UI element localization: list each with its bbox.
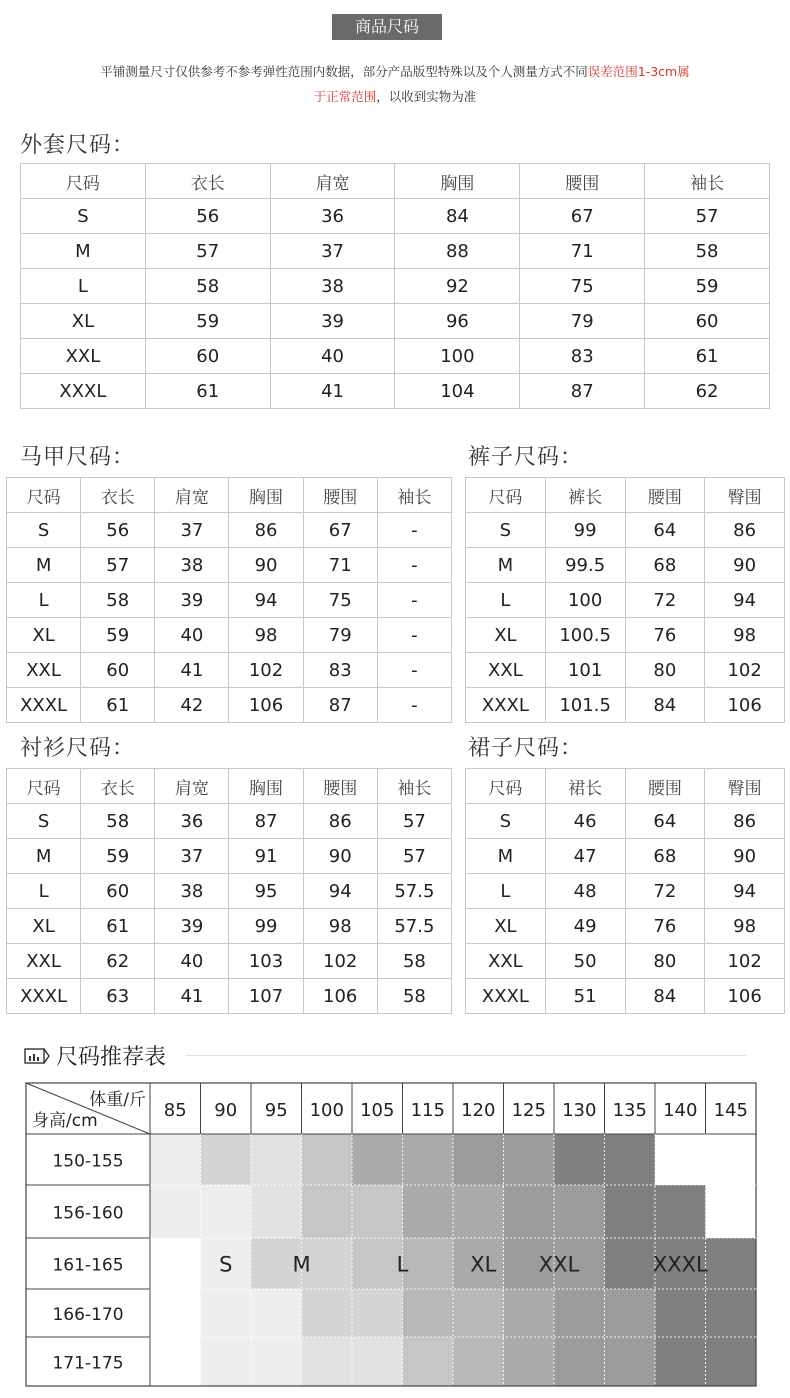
table-cell: 99.5 [545,548,625,583]
table-cell: 42 [155,688,229,723]
column-header: 衣长 [81,478,155,513]
table-cell: 37 [270,234,395,269]
table-cell: 98 [303,909,377,944]
grid-cell [150,1238,201,1290]
vest-size-title: 马甲尺码： [20,445,136,470]
table-cell: 59 [645,269,770,304]
table-cell: S [466,513,546,548]
table-cell: 86 [229,513,303,548]
grid-cell [251,1337,302,1387]
grid-cell [403,1134,454,1186]
table-cell: 59 [81,839,155,874]
table-cell: 58 [81,804,155,839]
table-cell: 102 [229,653,303,688]
weight-tick-label: 105 [360,1100,395,1121]
grid-cell [554,1289,605,1338]
table-cell: 57.5 [377,874,451,909]
table-cell: 56 [81,513,155,548]
table-cell: 91 [229,839,303,874]
table-cell: 68 [625,839,705,874]
table-cell: XL [466,909,546,944]
table-cell: 98 [705,618,785,653]
table-cell: 57 [81,548,155,583]
table-cell: 106 [229,688,303,723]
grid-cell [504,1337,555,1387]
grid-cell [706,1238,757,1290]
table-cell: 60 [145,339,270,374]
grid-cell [655,1337,706,1387]
grid-cell [201,1289,252,1338]
table-cell: XXL [466,944,546,979]
table-cell: 102 [705,944,785,979]
table-cell: 36 [155,804,229,839]
table-cell: - [377,513,451,548]
table-cell: 46 [545,804,625,839]
table-cell: 72 [625,874,705,909]
table-cell: 58 [645,234,770,269]
grid-cell [453,1185,504,1239]
table-cell: 36 [270,199,395,234]
column-header: 胸围 [229,769,303,804]
grid-cell [352,1289,403,1338]
table-cell: 58 [145,269,270,304]
table-cell: - [377,618,451,653]
grid-cell [706,1337,757,1387]
grid-cell [251,1289,302,1338]
column-header: 袖长 [377,478,451,513]
grid-cell [352,1337,403,1387]
table-cell: 41 [155,979,229,1014]
table-cell: XXL [466,653,546,688]
weight-tick-label: 135 [612,1100,647,1121]
table-cell: M [7,839,81,874]
table-cell: 92 [395,269,520,304]
table-cell: 75 [303,583,377,618]
table-cell: 59 [145,304,270,339]
table-cell: 61 [145,374,270,409]
table-cell: 49 [545,909,625,944]
table-cell: 56 [145,199,270,234]
table-cell: 76 [625,618,705,653]
table-cell: 62 [645,374,770,409]
grid-cell [453,1337,504,1387]
height-axis-label: 身高/cm [32,1111,98,1131]
column-header: 腰围 [625,478,705,513]
table-cell: 48 [545,874,625,909]
table-cell: 40 [155,618,229,653]
table-cell: 38 [155,874,229,909]
table-cell: 71 [303,548,377,583]
grid-cell [403,1185,454,1239]
column-header: 腰围 [625,769,705,804]
table-cell: XXL [7,944,81,979]
table-cell: XL [7,909,81,944]
table-cell: 83 [303,653,377,688]
table-cell: 64 [625,804,705,839]
table-cell: L [466,874,546,909]
column-header: 衣长 [81,769,155,804]
table-cell: 101.5 [545,688,625,723]
weight-tick-label: 120 [461,1100,496,1121]
pants-size-title: 裤子尺码： [468,445,584,470]
table-cell: 87 [303,688,377,723]
table-cell: 84 [625,688,705,723]
column-header: 胸围 [229,478,303,513]
height-row-label: 166-170 [52,1305,124,1325]
table-cell: L [7,583,81,618]
table-cell: XL [466,618,546,653]
size-label: L [396,1252,409,1277]
weight-tick-label: 140 [663,1100,698,1121]
table-cell: 87 [229,804,303,839]
table-cell: 90 [705,548,785,583]
table-cell: 90 [229,548,303,583]
table-cell: 61 [81,688,155,723]
table-cell: 104 [395,374,520,409]
table-cell: 79 [303,618,377,653]
grid-cell [302,1289,353,1338]
weight-tick-label: 130 [562,1100,597,1121]
table-cell: 68 [625,548,705,583]
table-cell: 59 [81,618,155,653]
table-cell: 57 [645,199,770,234]
grid-cell [655,1185,706,1239]
table-cell: 88 [395,234,520,269]
grid-cell [150,1134,201,1186]
table-cell: 99 [545,513,625,548]
column-header: 腰围 [520,164,645,199]
grid-cell [554,1337,605,1387]
notice-red-text: 于正常范围 [313,89,377,104]
table-cell: 57 [145,234,270,269]
column-header: 肩宽 [155,769,229,804]
table-cell: 60 [81,874,155,909]
grid-cell [352,1238,403,1290]
table-cell: 86 [705,513,785,548]
grid-cell [201,1134,252,1186]
column-header: 臀围 [705,769,785,804]
size-label: XXL [538,1252,580,1277]
table-cell: - [377,583,451,618]
coat-size-title: 外套尺码： [20,133,136,158]
weight-axis-label: 体重/斤 [89,1090,146,1110]
column-header: 腰围 [303,769,377,804]
grid-cell [453,1134,504,1186]
table-cell: 94 [705,874,785,909]
grid-cell [605,1289,656,1338]
table-cell: 40 [270,339,395,374]
table-cell: 57.5 [377,909,451,944]
height-row-label: 171-175 [52,1353,124,1374]
grid-cell [655,1289,706,1338]
table-cell: 79 [520,304,645,339]
grid-cell [605,1238,656,1290]
size-label: XL [470,1252,497,1277]
table-cell: L [7,874,81,909]
height-row-label: 156-160 [52,1203,124,1224]
table-cell: 87 [520,374,645,409]
table-cell: 95 [229,874,303,909]
column-header: 胸围 [395,164,520,199]
table-cell: 38 [270,269,395,304]
grid-cell [554,1185,605,1239]
table-cell: L [21,269,146,304]
table-cell: 90 [705,839,785,874]
grid-cell [403,1337,454,1387]
table-cell: XL [21,304,146,339]
table-cell: 37 [155,839,229,874]
grid-cell [352,1134,403,1186]
table-cell: L [466,583,546,618]
table-cell: M [466,548,546,583]
table-cell: 58 [81,583,155,618]
table-cell: 61 [645,339,770,374]
table-cell: 38 [155,548,229,583]
table-cell: 107 [229,979,303,1014]
weight-tick-label: 95 [264,1100,288,1121]
table-cell: 103 [229,944,303,979]
grid-cell [655,1134,706,1186]
grid-cell [251,1185,302,1239]
table-cell: 99 [229,909,303,944]
column-header: 尺码 [466,769,546,804]
table-cell: 41 [155,653,229,688]
page-title-badge: 商品尺码 [332,14,442,40]
table-cell: S [466,804,546,839]
grid-cell [504,1289,555,1338]
notice-text: ，以收到实物为准 [376,89,477,104]
table-cell: 58 [377,944,451,979]
grid-cell [706,1185,757,1239]
table-cell: 67 [520,199,645,234]
column-header: 衣长 [145,164,270,199]
table-cell: 62 [81,944,155,979]
size-label: XXXL [652,1252,708,1277]
table-cell: 64 [625,513,705,548]
table-cell: XXXL [21,374,146,409]
table-cell: 106 [705,688,785,723]
table-cell: XXXL [7,688,81,723]
table-cell: 67 [303,513,377,548]
grid-cell [302,1134,353,1186]
notice-red-text: 误差范围1-3cm属 [587,64,690,79]
table-cell: 106 [303,979,377,1014]
table-cell: 72 [625,583,705,618]
grid-cell [504,1185,555,1239]
table-cell: - [377,548,451,583]
grid-cell [150,1185,201,1239]
table-cell: 39 [270,304,395,339]
weight-tick-label: 100 [309,1100,344,1121]
recommend-title: 尺码推荐表 [56,1045,167,1070]
column-header: 裤长 [545,478,625,513]
grid-cell [554,1134,605,1186]
skirt-size-title: 裙子尺码： [468,736,584,761]
table-cell: 102 [303,944,377,979]
table-cell: S [7,513,81,548]
grid-cell [251,1134,302,1186]
height-row-label: 161-165 [52,1255,124,1276]
grid-cell [605,1337,656,1387]
table-cell: 94 [705,583,785,618]
table-cell: 80 [625,944,705,979]
table-cell: 100.5 [545,618,625,653]
grid-cell [201,1337,252,1387]
column-header: 袖长 [645,164,770,199]
table-cell: 90 [303,839,377,874]
table-cell: 37 [155,513,229,548]
table-cell: 98 [229,618,303,653]
table-cell: XXXL [466,688,546,723]
grid-cell [403,1238,454,1290]
grid-cell [504,1134,555,1186]
weight-tick-label: 90 [214,1100,238,1121]
grid-cell [302,1185,353,1239]
table-cell: 39 [155,909,229,944]
table-cell: XXXL [7,979,81,1014]
height-row-label: 150-155 [52,1151,124,1172]
grid-cell [352,1185,403,1239]
column-header: 尺码 [7,769,81,804]
table-cell: 98 [705,909,785,944]
column-header: 尺码 [7,478,81,513]
table-cell: 60 [645,304,770,339]
table-cell: 84 [395,199,520,234]
grid-cell [706,1134,757,1186]
table-cell: S [7,804,81,839]
column-header: 腰围 [303,478,377,513]
table-cell: XXXL [466,979,546,1014]
grid-cell [302,1337,353,1387]
table-cell: 40 [155,944,229,979]
table-cell: 71 [520,234,645,269]
table-cell: 57 [377,804,451,839]
table-cell: 75 [520,269,645,304]
size-label: S [219,1252,233,1277]
size-label: M [292,1252,311,1277]
table-cell: 96 [395,304,520,339]
table-cell: M [21,234,146,269]
grid-cell [403,1289,454,1338]
table-cell: 41 [270,374,395,409]
table-cell: - [377,653,451,688]
column-header: 肩宽 [155,478,229,513]
table-cell: 58 [377,979,451,1014]
table-cell: 83 [520,339,645,374]
table-cell: 84 [625,979,705,1014]
grid-cell [201,1185,252,1239]
table-cell: 60 [81,653,155,688]
weight-tick-label: 85 [163,1100,187,1121]
column-header: 肩宽 [270,164,395,199]
table-cell: XXL [21,339,146,374]
table-cell: 57 [377,839,451,874]
table-cell: 86 [303,804,377,839]
table-cell: 51 [545,979,625,1014]
column-header: 臀围 [705,478,785,513]
column-header: 裙长 [545,769,625,804]
table-cell: 47 [545,839,625,874]
grid-cell [150,1289,201,1338]
table-cell: 63 [81,979,155,1014]
table-cell: 94 [303,874,377,909]
column-header: 尺码 [21,164,146,199]
notice-text: 平铺测量尺寸仅供参考不参考弹性范围内数据，部分产品版型特殊以及个人测量方式不同 [100,64,588,79]
table-cell: M [466,839,546,874]
table-cell: 106 [705,979,785,1014]
table-cell: 76 [625,909,705,944]
grid-cell [605,1134,656,1186]
table-cell: 80 [625,653,705,688]
table-cell: 50 [545,944,625,979]
table-cell: 86 [705,804,785,839]
grid-cell [453,1289,504,1338]
table-cell: 101 [545,653,625,688]
table-cell: XXL [7,653,81,688]
grid-cell [150,1337,201,1387]
grid-cell [605,1185,656,1239]
table-cell: XL [7,618,81,653]
table-cell: - [377,688,451,723]
weight-tick-label: 145 [713,1100,748,1121]
table-cell: 61 [81,909,155,944]
grid-cell [706,1289,757,1338]
weight-tick-label: 125 [511,1100,546,1121]
table-cell: 100 [395,339,520,374]
table-cell: M [7,548,81,583]
table-cell: 94 [229,583,303,618]
weight-tick-label: 115 [410,1100,445,1121]
column-header: 尺码 [466,478,546,513]
table-cell: 39 [155,583,229,618]
column-header: 袖长 [377,769,451,804]
table-cell: 100 [545,583,625,618]
table-cell: 102 [705,653,785,688]
table-cell: S [21,199,146,234]
shirt-size-title: 衬衫尺码： [20,736,136,761]
